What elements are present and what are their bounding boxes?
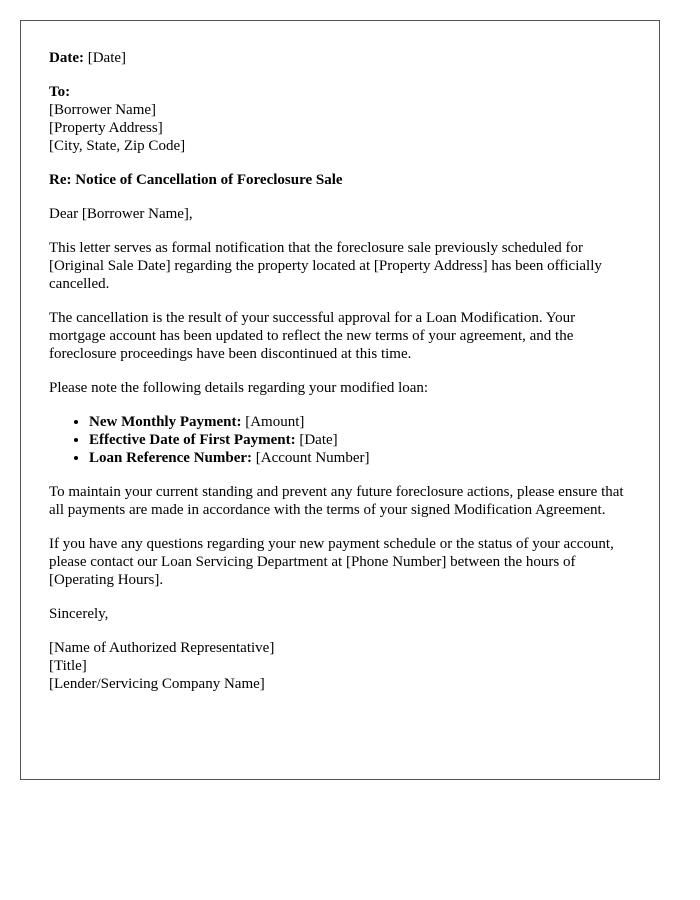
loan-details-list <box>49 413 631 467</box>
subject-line: Re: Notice of Cancellation of Foreclosure Sale <box>49 172 343 188</box>
signoff: Sincerely, <box>49 606 109 622</box>
recipient-label: To: <box>49 84 71 100</box>
detail-label-loan-reference: Loan Reference Number: <box>89 450 253 466</box>
recipient-address: [Property Address] <box>49 120 163 136</box>
paragraph-maintain-standing: To maintain your current standing and prevent any future foreclosure actions, please ensure that all payments are made in accordance with the terms of your signed Modification Agreement. <box>49 484 624 518</box>
detail-label-monthly-payment: New Monthly Payment: <box>89 414 242 430</box>
date-value: [Date] <box>87 50 127 66</box>
detail-value-monthly-payment: [Amount] <box>245 414 305 430</box>
recipient-city-state-zip: [City, State, Zip Code] <box>49 138 186 154</box>
recipient-block <box>49 83 631 155</box>
letter-document <box>20 20 660 780</box>
paragraph-details-intro: Please note the following details regarding your modified loan: <box>49 380 429 396</box>
list-item <box>89 413 631 431</box>
detail-label-effective-date: Effective Date of First Payment: <box>89 432 296 448</box>
recipient-name: [Borrower Name] <box>49 102 157 118</box>
salutation: Dear [Borrower Name], <box>49 206 193 222</box>
list-item <box>89 431 631 449</box>
date-label: Date: <box>49 50 84 66</box>
detail-value-effective-date: [Date] <box>299 432 338 448</box>
paragraph-contact-info: If you have any questions regarding your new payment schedule or the status of your account, please contact our Loan Servicing Department at [Phone Number] between the hours of [Operating Hours]. <box>49 536 614 588</box>
signature-company: [Lender/Servicing Company Name] <box>49 676 265 692</box>
paragraph-notification: This letter serves as formal notification that the foreclosure sale previously scheduled for [Original Sale Date] regarding the property located at [Property Address] has been officially cancelled. <box>49 240 602 292</box>
date-line <box>49 49 631 67</box>
paragraph-cancellation-reason: The cancellation is the result of your successful approval for a Loan Modification. Your mortgage account has been updated to reflect the new terms of your agreement, and the foreclosure proceedings have been discontinued at this time. <box>49 310 576 362</box>
list-item <box>89 449 631 467</box>
signature-block <box>49 639 631 693</box>
signature-title: [Title] <box>49 658 87 674</box>
detail-value-loan-reference: [Account Number] <box>255 450 370 466</box>
signature-name: [Name of Authorized Representative] <box>49 640 275 656</box>
